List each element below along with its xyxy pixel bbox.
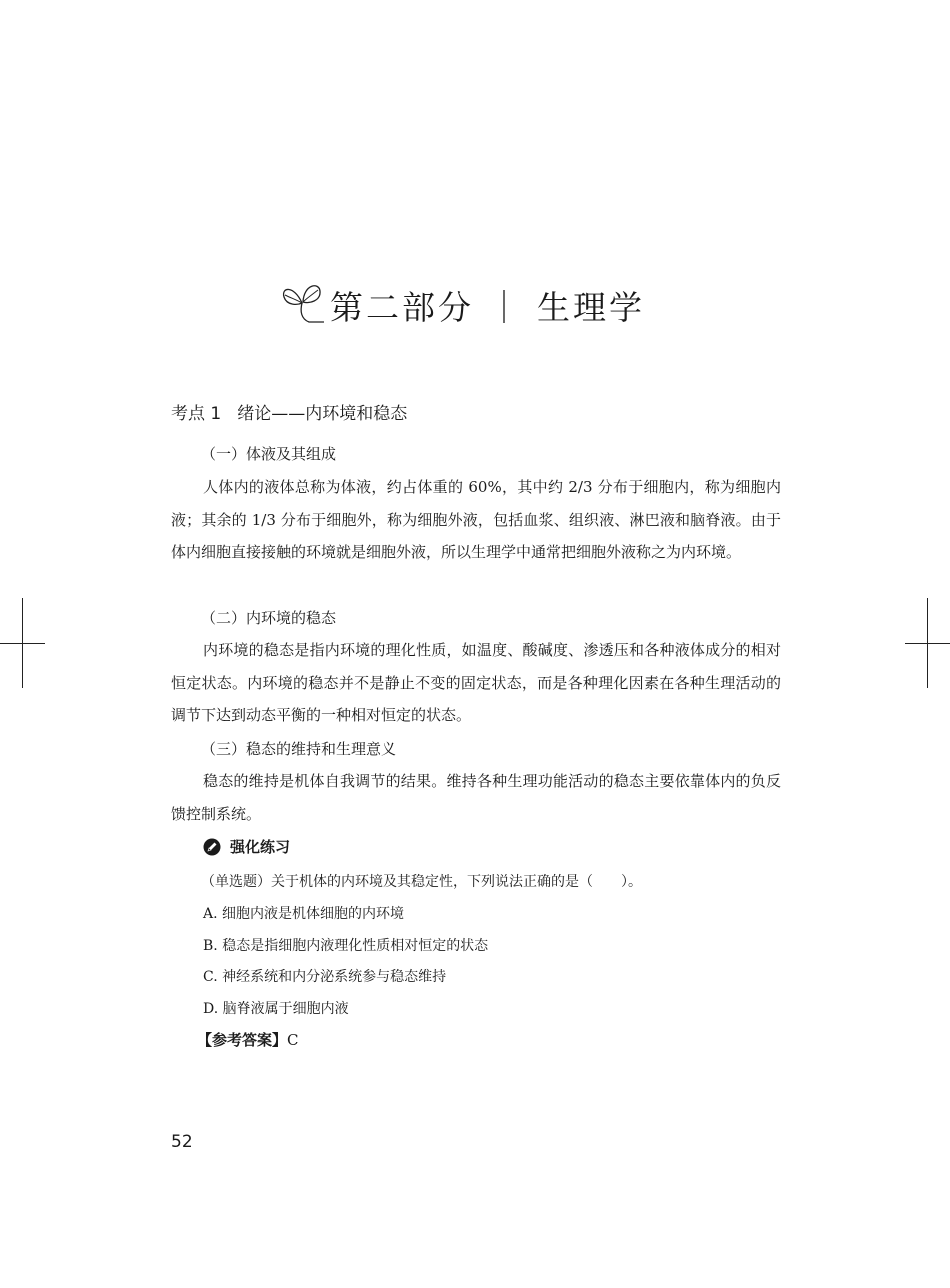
option-a: A. 细胞内液是机体细胞的内环境 (203, 906, 405, 922)
paragraph-homeostasis: 内环境的稳态是指内环境的理化性质，如温度、酸碱度、渗透压和各种液体成分的相对恒定状态。内环境的稳态并不是静止不变的固定状态，而是各种理化因素在各种生理活动的调节下达到动态平衡的一种相对恒定的状态。 (171, 641, 781, 724)
crop-mark-right-horizontal (905, 643, 950, 644)
paragraph-maintenance: 稳态的维持是机体自我调节的结果。维持各种生理功能活动的稳态主要依靠体内的负反馈控制系统。 (171, 772, 781, 823)
option-d: D. 脑脊液属于细胞内液 (203, 1001, 349, 1017)
answer-label: 【参考答案】 (197, 1031, 288, 1049)
paragraph-body-fluid: 人体内的液体总称为体液，约占体重的 60%，其中约 2/3 分布于细胞内，称为细胞内液；其余的 1/3 分布于细胞外，称为细胞外液，包括血浆、组织液、淋巴液和脑脊液。由于体内细胞直接接触的环境就是细胞外液，所以生理学中通常把细胞外液称之为内环境。 (171, 478, 781, 561)
practice-label: 强化练习 (230, 838, 291, 856)
practice-heading (203, 836, 290, 857)
subsection-heading-2: （二）内环境的稳态 (201, 609, 337, 627)
question-stem: （单选题）关于机体的内环境及其稳定性，下列说法正确的是（ ）。 (201, 874, 642, 890)
crop-mark-left-horizontal (0, 643, 45, 644)
subsection-heading-3: （三）稳态的维持和生理意义 (201, 740, 397, 758)
pencil-badge-icon (203, 838, 221, 856)
option-b: B. 稳态是指细胞内液理化性质相对恒定的状态 (203, 938, 489, 954)
answer-value: C (287, 1031, 299, 1049)
sprout-icon (280, 277, 326, 333)
section-title: 绪论——内环境和稳态 (237, 404, 408, 424)
reference-answer (197, 1029, 299, 1050)
section-number: 考点 1 (171, 404, 222, 424)
subsection-heading-1: （一）体液及其组成 (201, 445, 337, 463)
chapter-title: 第二部分 ｜ 生理学 (330, 287, 645, 327)
page-number: 52 (171, 1132, 193, 1152)
option-c: C. 神经系统和内分泌系统参与稳态维持 (203, 969, 447, 985)
section-heading (171, 399, 407, 424)
chapter-header (280, 270, 645, 340)
